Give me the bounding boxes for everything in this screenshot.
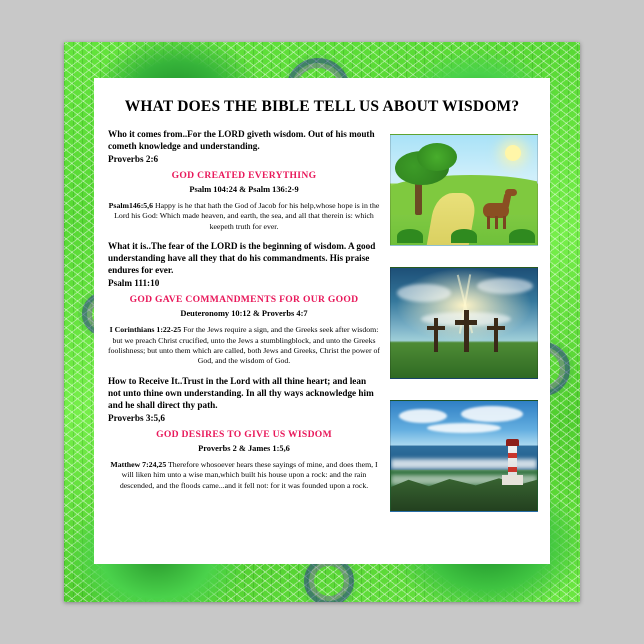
passage-reference: I Corinthians 1:22-25 <box>109 325 182 335</box>
section-reference: Psalm 111:10 <box>108 278 160 289</box>
deer-shape <box>487 216 490 229</box>
section-passage <box>108 325 380 367</box>
section-wisdom-origin <box>108 128 380 232</box>
section-subreference: Psalm 104:24 & Psalm 136:2-9 <box>189 185 299 194</box>
passage-text: Therefore whosoever hears these sayings of mine, and does them, I will liken him unto a wise man,which built his house upon a rock: and the rain descended, and the floods came...and it fell not: for it was founded upon a rock. <box>119 459 378 490</box>
poster-sheet <box>94 78 550 564</box>
section-lead: What it is..The fear of the LORD is the beginning of wisdom. A good understanding have all they that do his commandments. His praise endures for ever. <box>108 241 376 276</box>
bush-shape <box>451 229 477 243</box>
section-how-to-receive <box>108 375 380 491</box>
lighthouse-base-shape <box>502 475 523 485</box>
deer-shape <box>503 216 506 229</box>
cross-icon <box>427 318 445 352</box>
section-reference: Proverbs 3:5,6 <box>108 412 165 423</box>
deer-shape <box>505 189 517 196</box>
section-what-it-is <box>108 240 380 367</box>
section-lead: How to Receive It..Trust in the Lord with all thine heart; and lean not unto thine own understanding. In all thy ways acknowledge him and he shall direct thy path. <box>108 375 374 410</box>
cloud-shape <box>427 423 501 433</box>
cross-icon <box>455 310 477 352</box>
section-passage <box>108 201 380 232</box>
passage-reference: Matthew 7:24,25 <box>110 459 167 469</box>
text-column <box>108 128 380 512</box>
bush-shape <box>509 229 535 243</box>
passage-text: For the Jews require a sign, and the Greeks seek after wisdom: but we preach Christ crucified, unto the Jews a stumblingblock, and unto the Greeks foolishness; but unto them which are called, both Jews and Greeks, Christ the power of God, and the wisdom of God. <box>108 325 380 366</box>
deer-in-meadow-photo <box>390 134 538 246</box>
image-column <box>390 128 538 512</box>
lighthouse-shape <box>508 467 517 472</box>
cloud-shape <box>399 409 447 423</box>
poster-body <box>108 128 536 512</box>
page-title: WHAT DOES THE BIBLE TELL US ABOUT WISDOM? <box>124 98 520 115</box>
section-passage <box>108 460 380 491</box>
section-reference: Proverbs 2:6 <box>108 154 159 164</box>
bush-shape <box>397 229 423 243</box>
poster-artwork <box>64 42 580 602</box>
section-headline: GOD DESIRES TO GIVE US WISDOM <box>156 428 332 440</box>
passage-text: Happy is he that hath the God of Jacob for his help,whose hope is in the Lord his God: Which made heaven, and earth, the sea, and all that therein is: which keepeth truth for ever. <box>114 201 380 231</box>
section-lead: Who it comes from..For the LORD giveth wisdom. Out of his mouth cometh knowledge and understanding. <box>108 129 375 151</box>
tree-canopy-shape <box>417 143 457 171</box>
three-crosses-photo <box>390 267 538 379</box>
lighthouse-shape <box>508 453 517 458</box>
sun-icon <box>505 145 521 161</box>
section-subreference: Proverbs 2 & James 1:5,6 <box>198 443 290 453</box>
cross-icon <box>487 318 505 352</box>
cloud-shape <box>461 406 523 422</box>
deer-shape <box>495 216 498 229</box>
lighthouse-lamp-shape <box>506 439 519 446</box>
cloud-shape <box>477 278 533 294</box>
section-headline: GOD CREATED EVERYTHING <box>171 170 317 181</box>
lighthouse-coast-photo <box>390 400 538 512</box>
passage-reference: Psalm146:5,6 <box>108 201 154 210</box>
section-subreference: Deuteronomy 10:12 & Proverbs 4:7 <box>180 309 308 319</box>
cloud-shape <box>397 284 451 302</box>
section-headline: GOD GAVE COMMANDMENTS FOR OUR GOOD <box>129 294 359 306</box>
lighthouse-shape <box>508 445 517 479</box>
